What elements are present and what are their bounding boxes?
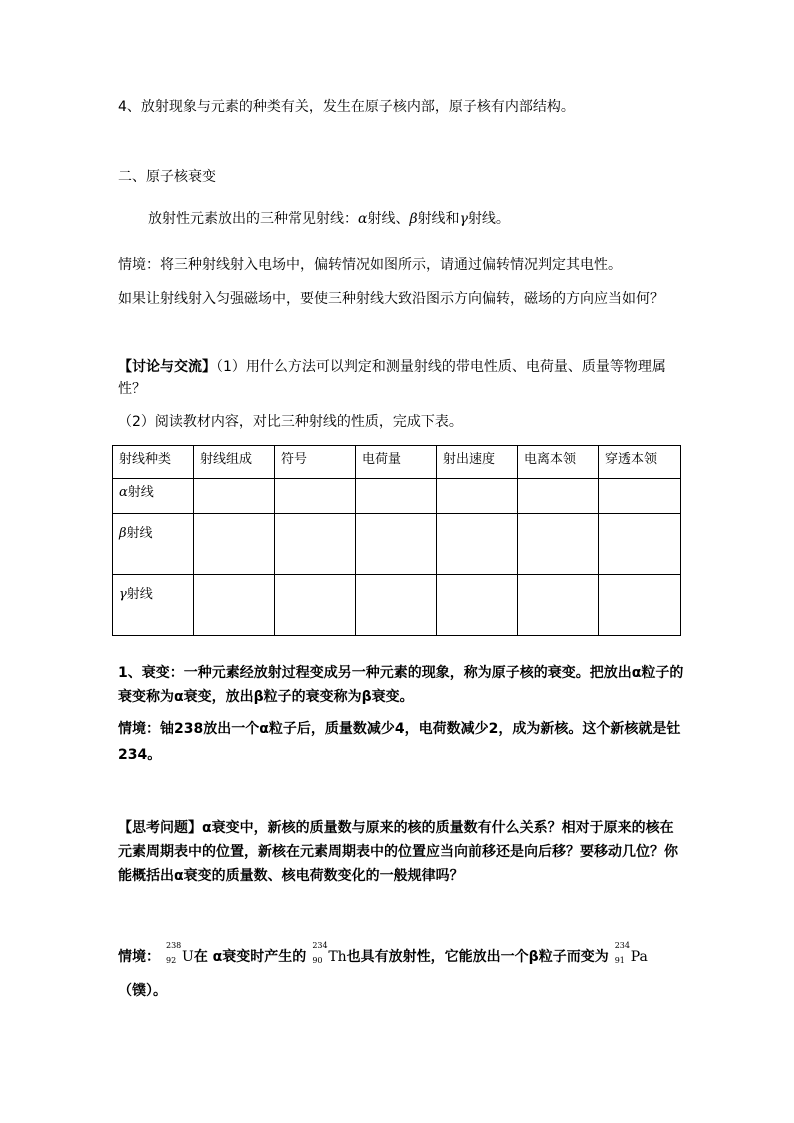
paragraph-radioactivity-structure: 4、放射现象与元素的种类有关，发生在原子核内部，原子核有内部结构。 — [118, 99, 575, 115]
row-label-text: 射线 — [127, 485, 154, 500]
table-cell[interactable] — [518, 575, 599, 636]
rays-intro-pre: 放射性元素放出的三种常见射线： — [148, 211, 358, 227]
nuclide-u238: 238 92 — [166, 941, 182, 965]
question-magnetic-field: 如果让射线射入匀强磁场中，要使三种射线大致沿图示方向偏转，磁场的方向应当如何？ — [118, 291, 664, 307]
think-question — [118, 816, 684, 888]
table-cell[interactable] — [194, 479, 275, 514]
rays-intro-mid1: 射线、 — [367, 211, 410, 227]
discussion-text: （1）用什么方法可以判定和测量射线的带电性质、电荷量、质量等物理属性？ — [118, 359, 666, 397]
table-cell[interactable] — [275, 514, 356, 575]
row-label-alpha — [113, 479, 194, 514]
header-ionizing: 电离本领 — [518, 446, 599, 479]
table-cell[interactable] — [599, 514, 681, 575]
table-cell[interactable] — [437, 514, 518, 575]
gamma-symbol: γ — [459, 211, 468, 227]
table-cell[interactable] — [599, 479, 681, 514]
table-cell[interactable] — [356, 575, 437, 636]
rays-intro-post: 射线。 — [467, 211, 510, 227]
alpha-symbol: α — [119, 485, 128, 500]
beta-symbol: β — [119, 526, 127, 541]
scene3-pre: 情境： — [118, 949, 160, 965]
row-label-text: 射线 — [126, 526, 153, 541]
task-complete-table: （2）阅读教材内容，对比三种射线的性质，完成下表。 — [118, 414, 463, 430]
table-cell[interactable] — [356, 479, 437, 514]
header-penetrating: 穿透本领 — [599, 446, 681, 479]
table-cell[interactable] — [437, 479, 518, 514]
scene3-mid2: 也具有放射性，它能放出一个β粒子而变为 — [346, 949, 609, 965]
table-cell[interactable] — [518, 514, 599, 575]
table-row-beta — [113, 514, 681, 575]
table-row-gamma — [113, 575, 681, 636]
scene-thorium-decay — [118, 941, 678, 970]
element-pa: Pa — [630, 949, 648, 965]
header-charge: 电荷量 — [356, 446, 437, 479]
discussion-label: 【讨论与交流】 — [118, 359, 216, 375]
scene-uranium-decay: 情境：铀238放出一个α粒子后，质量数减少4，电荷数减少2，成为新核。这个新核就是钍234。 — [118, 721, 681, 763]
table-cell[interactable] — [356, 514, 437, 575]
table-row-alpha — [113, 479, 681, 514]
row-label-gamma — [113, 575, 194, 636]
scene3-post: （镤）。 — [118, 983, 167, 999]
element-th: Th — [328, 949, 347, 965]
alpha-symbol: α — [358, 211, 368, 227]
header-symbol: 符号 — [275, 446, 356, 479]
rays-intro — [148, 208, 708, 230]
header-composition: 射线组成 — [194, 446, 275, 479]
think-label: 【思考问题】 — [118, 820, 202, 836]
think-text: α衰变中，新核的质量数与原来的核的质量数有什么关系？相对于原来的核在元素周期表中的位置，新核在元素周期表中的位置应当向前移还是向后移？要移动几位？你能概括出α衰变的质量数、核电荷数变化的一般规律吗？ — [118, 820, 678, 884]
discussion-paragraph — [118, 356, 684, 400]
section-title-decay: 二、原子核衰变 — [118, 169, 216, 185]
scene3-mid1: 在 α衰变时产生的 — [193, 949, 307, 965]
gamma-symbol: γ — [119, 587, 127, 602]
table-cell[interactable] — [194, 575, 275, 636]
table-cell[interactable] — [437, 575, 518, 636]
rays-intro-mid2: 射线和 — [417, 211, 460, 227]
nuclide-th234: 234 90 — [312, 941, 328, 965]
table-cell[interactable] — [599, 575, 681, 636]
row-label-text: 射线 — [126, 587, 153, 602]
nuclide-pa234: 234 91 — [614, 941, 630, 965]
header-speed: 射出速度 — [437, 446, 518, 479]
element-u: U — [182, 949, 194, 965]
table-cell[interactable] — [194, 514, 275, 575]
table-cell[interactable] — [518, 479, 599, 514]
rays-properties-table — [112, 445, 681, 636]
decay-definition: 1、衰变：一种元素经放射过程变成另一种元素的现象，称为原子核的衰变。把放出α粒子的衰变称为α衰变，放出β粒子的衰变称为β衰变。 — [118, 665, 684, 705]
table-header-row — [113, 446, 681, 479]
table-cell[interactable] — [275, 479, 356, 514]
beta-symbol: β — [409, 211, 418, 227]
scene-electric-field: 情境：将三种射线射入电场中，偏转情况如图所示，请通过偏转情况判定其电性。 — [118, 257, 622, 273]
table-cell[interactable] — [275, 575, 356, 636]
header-ray-type: 射线种类 — [113, 446, 194, 479]
row-label-beta — [113, 514, 194, 575]
